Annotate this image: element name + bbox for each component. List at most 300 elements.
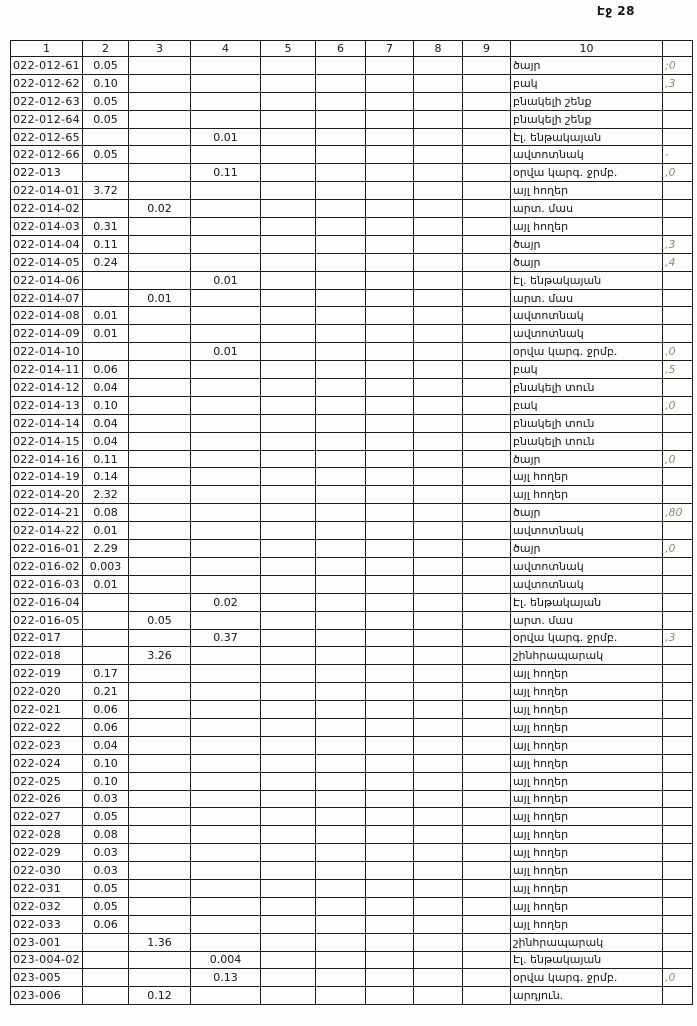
row-value xyxy=(129,110,191,128)
row-value xyxy=(191,182,261,200)
margin-note xyxy=(663,110,693,128)
row-code: 022-019 xyxy=(11,665,83,683)
row-value xyxy=(261,164,316,182)
row-value xyxy=(191,110,261,128)
row-value xyxy=(261,450,316,468)
row-description: այլ հողեր xyxy=(511,862,663,880)
row-value xyxy=(83,951,129,969)
margin-note xyxy=(663,557,693,575)
table-row xyxy=(11,790,693,808)
row-description: այլ հողեր xyxy=(511,772,663,790)
row-value xyxy=(129,790,191,808)
row-value xyxy=(316,611,366,629)
row-value xyxy=(129,504,191,522)
row-value xyxy=(261,128,316,146)
row-value xyxy=(366,772,414,790)
row-value xyxy=(463,969,511,987)
table-row xyxy=(11,379,693,397)
row-value: 0.31 xyxy=(83,218,129,236)
row-value xyxy=(129,772,191,790)
row-value xyxy=(83,128,129,146)
margin-note xyxy=(663,897,693,915)
row-value xyxy=(366,540,414,558)
table-row xyxy=(11,486,693,504)
row-description: այլ հողեր xyxy=(511,879,663,897)
row-value xyxy=(414,808,463,826)
row-value xyxy=(414,164,463,182)
table-header xyxy=(11,41,693,57)
row-code: 023-005 xyxy=(11,969,83,987)
table-row xyxy=(11,844,693,862)
row-value xyxy=(129,182,191,200)
row-value xyxy=(316,915,366,933)
row-value: 0.02 xyxy=(129,200,191,218)
table-row xyxy=(11,826,693,844)
margin-note xyxy=(663,218,693,236)
row-value xyxy=(316,754,366,772)
row-value xyxy=(191,754,261,772)
row-value xyxy=(316,844,366,862)
row-description: բակ xyxy=(511,396,663,414)
row-value xyxy=(414,754,463,772)
row-value xyxy=(414,450,463,468)
row-value xyxy=(191,57,261,75)
row-value xyxy=(261,987,316,1005)
row-value xyxy=(463,808,511,826)
table-row xyxy=(11,593,693,611)
row-value xyxy=(129,736,191,754)
row-value xyxy=(129,522,191,540)
margin-note xyxy=(663,790,693,808)
row-value xyxy=(261,790,316,808)
row-value xyxy=(261,718,316,736)
row-description: բնակելի տուն xyxy=(511,379,663,397)
row-value xyxy=(366,414,414,432)
row-value xyxy=(463,164,511,182)
margin-note xyxy=(663,575,693,593)
row-description: Էլ. ենթակայան xyxy=(511,128,663,146)
row-value xyxy=(414,665,463,683)
row-value xyxy=(414,557,463,575)
row-value xyxy=(414,844,463,862)
row-value xyxy=(316,289,366,307)
row-value xyxy=(129,665,191,683)
row-value xyxy=(366,504,414,522)
row-value xyxy=(261,557,316,575)
row-value xyxy=(414,182,463,200)
row-value xyxy=(316,897,366,915)
row-value xyxy=(191,74,261,92)
row-description: արդյուն. xyxy=(511,987,663,1005)
row-value xyxy=(261,665,316,683)
row-value xyxy=(414,200,463,218)
row-value xyxy=(316,271,366,289)
margin-note: ,3 xyxy=(663,235,693,253)
row-code: 022-014-09 xyxy=(11,325,83,343)
row-value xyxy=(191,253,261,271)
row-value xyxy=(366,718,414,736)
row-value xyxy=(129,74,191,92)
row-value: 0.01 xyxy=(129,289,191,307)
row-value xyxy=(366,629,414,647)
table-row xyxy=(11,504,693,522)
margin-note xyxy=(663,808,693,826)
header-row xyxy=(11,41,693,57)
row-value xyxy=(463,790,511,808)
row-description: ծայր xyxy=(511,253,663,271)
row-description: այլ հողեր xyxy=(511,182,663,200)
table-row xyxy=(11,110,693,128)
row-value xyxy=(463,396,511,414)
row-description: այլ հողեր xyxy=(511,218,663,236)
row-description: ծայր xyxy=(511,57,663,75)
row-value xyxy=(366,271,414,289)
row-value: 0.24 xyxy=(83,253,129,271)
row-value xyxy=(414,915,463,933)
row-value xyxy=(191,862,261,880)
row-value xyxy=(261,414,316,432)
row-code: 022-028 xyxy=(11,826,83,844)
row-value: 0.10 xyxy=(83,772,129,790)
margin-note xyxy=(663,182,693,200)
table-row xyxy=(11,343,693,361)
row-value xyxy=(261,361,316,379)
row-value xyxy=(366,951,414,969)
row-value xyxy=(129,969,191,987)
table-row xyxy=(11,522,693,540)
row-code: 022-014-10 xyxy=(11,343,83,361)
row-value xyxy=(463,486,511,504)
row-code: 022-016-01 xyxy=(11,540,83,558)
row-code: 022-014-12 xyxy=(11,379,83,397)
row-value xyxy=(463,754,511,772)
row-value xyxy=(129,128,191,146)
row-value xyxy=(414,969,463,987)
row-value xyxy=(414,826,463,844)
row-value xyxy=(261,200,316,218)
row-value xyxy=(191,396,261,414)
column-header-7: 7 xyxy=(366,41,414,57)
table-row xyxy=(11,289,693,307)
column-header-1: 1 xyxy=(11,41,83,57)
row-value xyxy=(129,897,191,915)
row-value: 0.01 xyxy=(83,522,129,540)
table-row xyxy=(11,307,693,325)
row-value: 0.05 xyxy=(83,92,129,110)
table-row xyxy=(11,57,693,75)
row-value: 0.13 xyxy=(191,969,261,987)
row-value xyxy=(463,343,511,361)
row-code: 022-014-20 xyxy=(11,486,83,504)
row-value xyxy=(261,826,316,844)
row-value xyxy=(129,396,191,414)
table-row xyxy=(11,396,693,414)
row-value xyxy=(316,665,366,683)
margin-note xyxy=(663,844,693,862)
row-code: 022-014-02 xyxy=(11,200,83,218)
row-value xyxy=(191,468,261,486)
row-value xyxy=(129,557,191,575)
row-value xyxy=(366,253,414,271)
margin-note xyxy=(663,665,693,683)
margin-note: ,3 xyxy=(663,74,693,92)
row-value xyxy=(366,844,414,862)
row-value xyxy=(191,987,261,1005)
row-value xyxy=(316,253,366,271)
row-value xyxy=(414,146,463,164)
row-value: 2.32 xyxy=(83,486,129,504)
row-code: 022-031 xyxy=(11,879,83,897)
row-value xyxy=(261,683,316,701)
row-value xyxy=(366,611,414,629)
margin-note xyxy=(663,718,693,736)
margin-note xyxy=(663,307,693,325)
row-value xyxy=(261,253,316,271)
row-value xyxy=(366,396,414,414)
row-value: 0.05 xyxy=(83,57,129,75)
table-row xyxy=(11,235,693,253)
table-row xyxy=(11,325,693,343)
row-value: 0.004 xyxy=(191,951,261,969)
row-value xyxy=(316,74,366,92)
margin-note xyxy=(663,271,693,289)
margin-note: - xyxy=(663,146,693,164)
row-value xyxy=(414,701,463,719)
row-value xyxy=(129,575,191,593)
row-value xyxy=(366,146,414,164)
row-value xyxy=(129,146,191,164)
row-value xyxy=(463,146,511,164)
row-code: 022-030 xyxy=(11,862,83,880)
row-value: 0.06 xyxy=(83,718,129,736)
row-value: 3.26 xyxy=(129,647,191,665)
row-value xyxy=(261,486,316,504)
row-value xyxy=(414,611,463,629)
column-header-6: 6 xyxy=(316,41,366,57)
row-value xyxy=(83,969,129,987)
table-row xyxy=(11,200,693,218)
row-value xyxy=(463,611,511,629)
row-value xyxy=(366,361,414,379)
row-description: բակ xyxy=(511,74,663,92)
margin-note xyxy=(663,826,693,844)
row-value xyxy=(129,57,191,75)
row-value xyxy=(414,987,463,1005)
row-code: 022-014-04 xyxy=(11,235,83,253)
row-value xyxy=(463,361,511,379)
row-code: 023-004-02 xyxy=(11,951,83,969)
row-value xyxy=(316,57,366,75)
row-value xyxy=(191,718,261,736)
row-value xyxy=(316,92,366,110)
row-value xyxy=(414,396,463,414)
row-value xyxy=(129,325,191,343)
table-row xyxy=(11,253,693,271)
row-value xyxy=(83,200,129,218)
margin-note xyxy=(663,92,693,110)
row-value xyxy=(366,862,414,880)
row-description: բնակելի շենք xyxy=(511,92,663,110)
row-value xyxy=(191,432,261,450)
row-value xyxy=(261,379,316,397)
row-value xyxy=(83,164,129,182)
row-description: արտ. մաս xyxy=(511,289,663,307)
row-value xyxy=(316,343,366,361)
margin-note xyxy=(663,611,693,629)
row-value xyxy=(261,182,316,200)
row-value xyxy=(366,92,414,110)
row-value: 0.21 xyxy=(83,683,129,701)
table-row xyxy=(11,897,693,915)
row-value xyxy=(191,522,261,540)
row-description: ծայր xyxy=(511,504,663,522)
row-value xyxy=(191,450,261,468)
row-value: 0.05 xyxy=(83,110,129,128)
row-value xyxy=(316,486,366,504)
row-value: 0.01 xyxy=(83,325,129,343)
row-value xyxy=(129,414,191,432)
row-description: շինհրապարակ xyxy=(511,647,663,665)
row-value xyxy=(414,933,463,951)
table-row xyxy=(11,146,693,164)
row-value xyxy=(463,862,511,880)
row-value xyxy=(414,218,463,236)
row-code: 022-017 xyxy=(11,629,83,647)
row-value xyxy=(463,271,511,289)
row-value xyxy=(129,486,191,504)
row-value xyxy=(414,128,463,146)
row-value xyxy=(191,361,261,379)
row-value xyxy=(191,235,261,253)
column-header-8: 8 xyxy=(414,41,463,57)
row-description: օրվա կարգ. ջրմբ. xyxy=(511,164,663,182)
margin-note xyxy=(663,289,693,307)
row-value xyxy=(261,701,316,719)
row-value xyxy=(366,343,414,361)
margin-note xyxy=(663,862,693,880)
row-value xyxy=(191,736,261,754)
row-value xyxy=(129,683,191,701)
row-value xyxy=(366,486,414,504)
table-row xyxy=(11,432,693,450)
table-row xyxy=(11,164,693,182)
row-value xyxy=(463,432,511,450)
row-value xyxy=(261,396,316,414)
row-value xyxy=(129,701,191,719)
row-code: 022-014-13 xyxy=(11,396,83,414)
row-value xyxy=(129,808,191,826)
row-value xyxy=(191,772,261,790)
margin-note xyxy=(663,128,693,146)
row-description: բակ xyxy=(511,361,663,379)
margin-note xyxy=(663,593,693,611)
margin-note xyxy=(663,432,693,450)
row-description: այլ հողեր xyxy=(511,826,663,844)
row-value: 0.11 xyxy=(83,450,129,468)
row-value xyxy=(366,897,414,915)
table-row xyxy=(11,92,693,110)
row-value: 0.06 xyxy=(83,361,129,379)
row-value: 0.03 xyxy=(83,844,129,862)
margin-note xyxy=(663,879,693,897)
row-value xyxy=(316,629,366,647)
row-description: այլ հողեր xyxy=(511,790,663,808)
row-value xyxy=(414,307,463,325)
row-value xyxy=(83,611,129,629)
row-code: 022-014-08 xyxy=(11,307,83,325)
row-value xyxy=(316,862,366,880)
margin-note xyxy=(663,915,693,933)
row-value xyxy=(261,879,316,897)
row-value xyxy=(129,164,191,182)
margin-note: ,80 xyxy=(663,504,693,522)
row-value xyxy=(414,736,463,754)
row-value xyxy=(261,611,316,629)
row-code: 022-012-65 xyxy=(11,128,83,146)
row-code: 022-027 xyxy=(11,808,83,826)
row-value xyxy=(191,844,261,862)
row-description: Էլ. ենթակայան xyxy=(511,951,663,969)
row-value xyxy=(129,450,191,468)
row-value xyxy=(261,307,316,325)
row-description: այլ հողեր xyxy=(511,486,663,504)
row-value xyxy=(414,593,463,611)
row-value xyxy=(261,754,316,772)
row-value xyxy=(83,647,129,665)
row-value xyxy=(261,736,316,754)
row-value: 0.05 xyxy=(83,897,129,915)
row-value: 3.72 xyxy=(83,182,129,200)
row-value xyxy=(366,557,414,575)
row-value xyxy=(261,504,316,522)
row-value xyxy=(414,110,463,128)
row-value: 0.06 xyxy=(83,701,129,719)
row-value: 0.06 xyxy=(83,915,129,933)
row-code: 022-012-63 xyxy=(11,92,83,110)
row-value xyxy=(463,128,511,146)
row-value: 0.05 xyxy=(83,879,129,897)
row-value xyxy=(463,951,511,969)
row-value xyxy=(129,92,191,110)
row-value xyxy=(414,343,463,361)
row-value xyxy=(191,683,261,701)
column-header-2: 2 xyxy=(83,41,129,57)
row-value xyxy=(316,879,366,897)
table-row xyxy=(11,915,693,933)
row-value xyxy=(129,307,191,325)
margin-note xyxy=(663,647,693,665)
margin-note: ,0 xyxy=(663,343,693,361)
row-value xyxy=(316,450,366,468)
row-description: ավտոտնակ xyxy=(511,557,663,575)
row-description: Էլ. ենթակայան xyxy=(511,271,663,289)
row-value: 0.05 xyxy=(83,808,129,826)
row-value xyxy=(316,575,366,593)
row-value xyxy=(261,862,316,880)
table-row xyxy=(11,683,693,701)
margin-note: ,0 xyxy=(663,969,693,987)
row-value xyxy=(129,253,191,271)
row-description: այլ հողեր xyxy=(511,736,663,754)
row-description: օրվա կարգ. ջրմբ. xyxy=(511,969,663,987)
table-row xyxy=(11,754,693,772)
column-header-3: 3 xyxy=(129,41,191,57)
row-value xyxy=(129,754,191,772)
row-value xyxy=(366,128,414,146)
margin-note xyxy=(663,414,693,432)
row-value xyxy=(129,468,191,486)
row-value xyxy=(191,701,261,719)
